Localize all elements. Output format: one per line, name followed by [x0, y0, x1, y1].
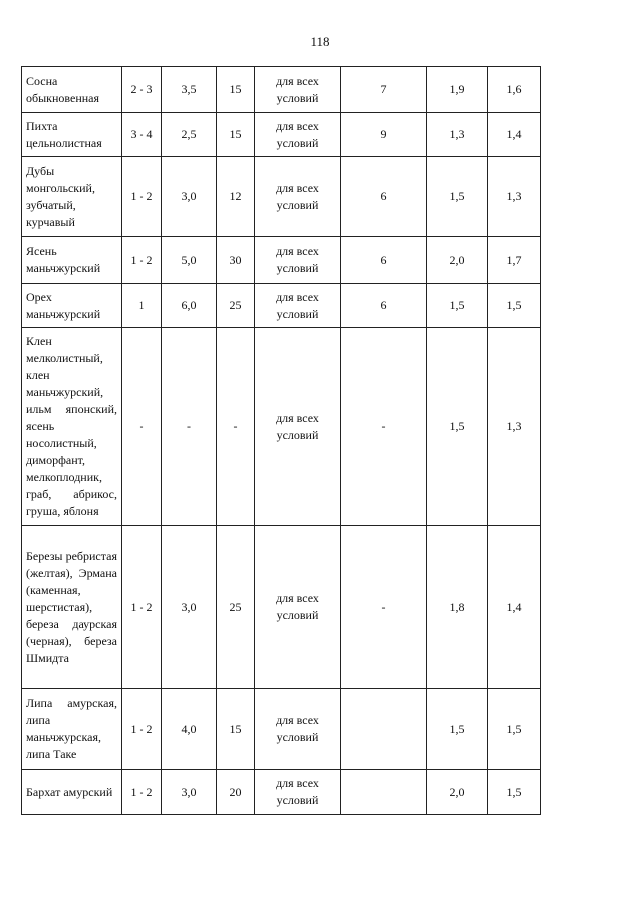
table-row — [22, 67, 541, 113]
age-cell: 1 - 2 — [122, 237, 162, 284]
value-cell: 2,5 — [162, 113, 217, 157]
species-name-cell: Дубы монгольский, зубчатый, курчавый — [22, 157, 122, 237]
table-row — [22, 157, 541, 237]
species-name-cell: Бархат амурский — [22, 770, 122, 815]
value-cell: 1,5 — [427, 689, 488, 770]
value-cell: 15 — [217, 113, 255, 157]
species-name-cell: Клен мелколистный, клен маньчжурский, ильм японский, ясень носолистный, диморфант, мелкоплодник, граб, абрикос, груша, яблоня — [22, 328, 122, 526]
condition-cell: для всех условий — [255, 689, 341, 770]
value-cell: 1,6 — [488, 67, 541, 113]
table-row — [22, 689, 541, 770]
species-name-cell: Сосна обыкновенная — [22, 67, 122, 113]
value-cell: 1,5 — [427, 328, 488, 526]
table-row — [22, 526, 541, 689]
species-name-cell: Орех маньчжурский — [22, 284, 122, 328]
value-cell: 1,3 — [427, 113, 488, 157]
value-cell: 1,3 — [488, 157, 541, 237]
condition-cell: для всех условий — [255, 770, 341, 815]
value-cell: 12 — [217, 157, 255, 237]
species-name-cell: Березы ребристая (желтая), Эрмана (каменная, шерстистая), береза даурская (черная), береза Шмидта — [22, 526, 122, 689]
value-cell: 2,0 — [427, 237, 488, 284]
value-cell: 3,0 — [162, 526, 217, 689]
value-cell: 25 — [217, 284, 255, 328]
age-cell: 2 - 3 — [122, 67, 162, 113]
value-cell: 2,0 — [427, 770, 488, 815]
value-cell: 20 — [217, 770, 255, 815]
age-cell: 1 - 2 — [122, 770, 162, 815]
age-cell: 1 - 2 — [122, 689, 162, 770]
age-cell: - — [122, 328, 162, 526]
value-cell: 9 — [341, 113, 427, 157]
condition-cell: для всех условий — [255, 113, 341, 157]
value-cell: 25 — [217, 526, 255, 689]
condition-cell: для всех условий — [255, 157, 341, 237]
table-row — [22, 113, 541, 157]
value-cell — [341, 689, 427, 770]
condition-cell: для всех условий — [255, 284, 341, 328]
value-cell: 30 — [217, 237, 255, 284]
value-cell: - — [162, 328, 217, 526]
value-cell: - — [341, 328, 427, 526]
value-cell: 3,5 — [162, 67, 217, 113]
value-cell: 15 — [217, 67, 255, 113]
species-table — [21, 66, 541, 815]
value-cell — [341, 770, 427, 815]
value-cell: 6 — [341, 157, 427, 237]
value-cell: 1,5 — [488, 770, 541, 815]
table-row — [22, 237, 541, 284]
value-cell: 5,0 — [162, 237, 217, 284]
value-cell: 7 — [341, 67, 427, 113]
value-cell: - — [341, 526, 427, 689]
value-cell: 1,5 — [427, 157, 488, 237]
value-cell: 1,7 — [488, 237, 541, 284]
value-cell: 6,0 — [162, 284, 217, 328]
species-name-cell: Ясень маньчжурский — [22, 237, 122, 284]
value-cell: 15 — [217, 689, 255, 770]
condition-cell: для всех условий — [255, 67, 341, 113]
value-cell: 1,4 — [488, 526, 541, 689]
value-cell: 1,5 — [488, 284, 541, 328]
age-cell: 1 - 2 — [122, 526, 162, 689]
condition-cell: для всех условий — [255, 328, 341, 526]
value-cell: 6 — [341, 284, 427, 328]
value-cell: 3,0 — [162, 770, 217, 815]
value-cell: 6 — [341, 237, 427, 284]
age-cell: 3 - 4 — [122, 113, 162, 157]
table-row — [22, 770, 541, 815]
value-cell: 1,3 — [488, 328, 541, 526]
value-cell: 1,8 — [427, 526, 488, 689]
condition-cell: для всех условий — [255, 237, 341, 284]
value-cell: 4,0 — [162, 689, 217, 770]
value-cell: 1,4 — [488, 113, 541, 157]
age-cell: 1 - 2 — [122, 157, 162, 237]
species-name-cell: Пихта цельнолистная — [22, 113, 122, 157]
condition-cell: для всех условий — [255, 526, 341, 689]
age-cell: 1 — [122, 284, 162, 328]
value-cell: 1,5 — [427, 284, 488, 328]
table-row — [22, 284, 541, 328]
value-cell: - — [217, 328, 255, 526]
value-cell: 1,9 — [427, 67, 488, 113]
value-cell: 3,0 — [162, 157, 217, 237]
table-row — [22, 328, 541, 526]
value-cell: 1,5 — [488, 689, 541, 770]
page-number: 118 — [310, 34, 330, 49]
species-name-cell: Липа амурская, липа маньчжурская, липа Таке — [22, 689, 122, 770]
